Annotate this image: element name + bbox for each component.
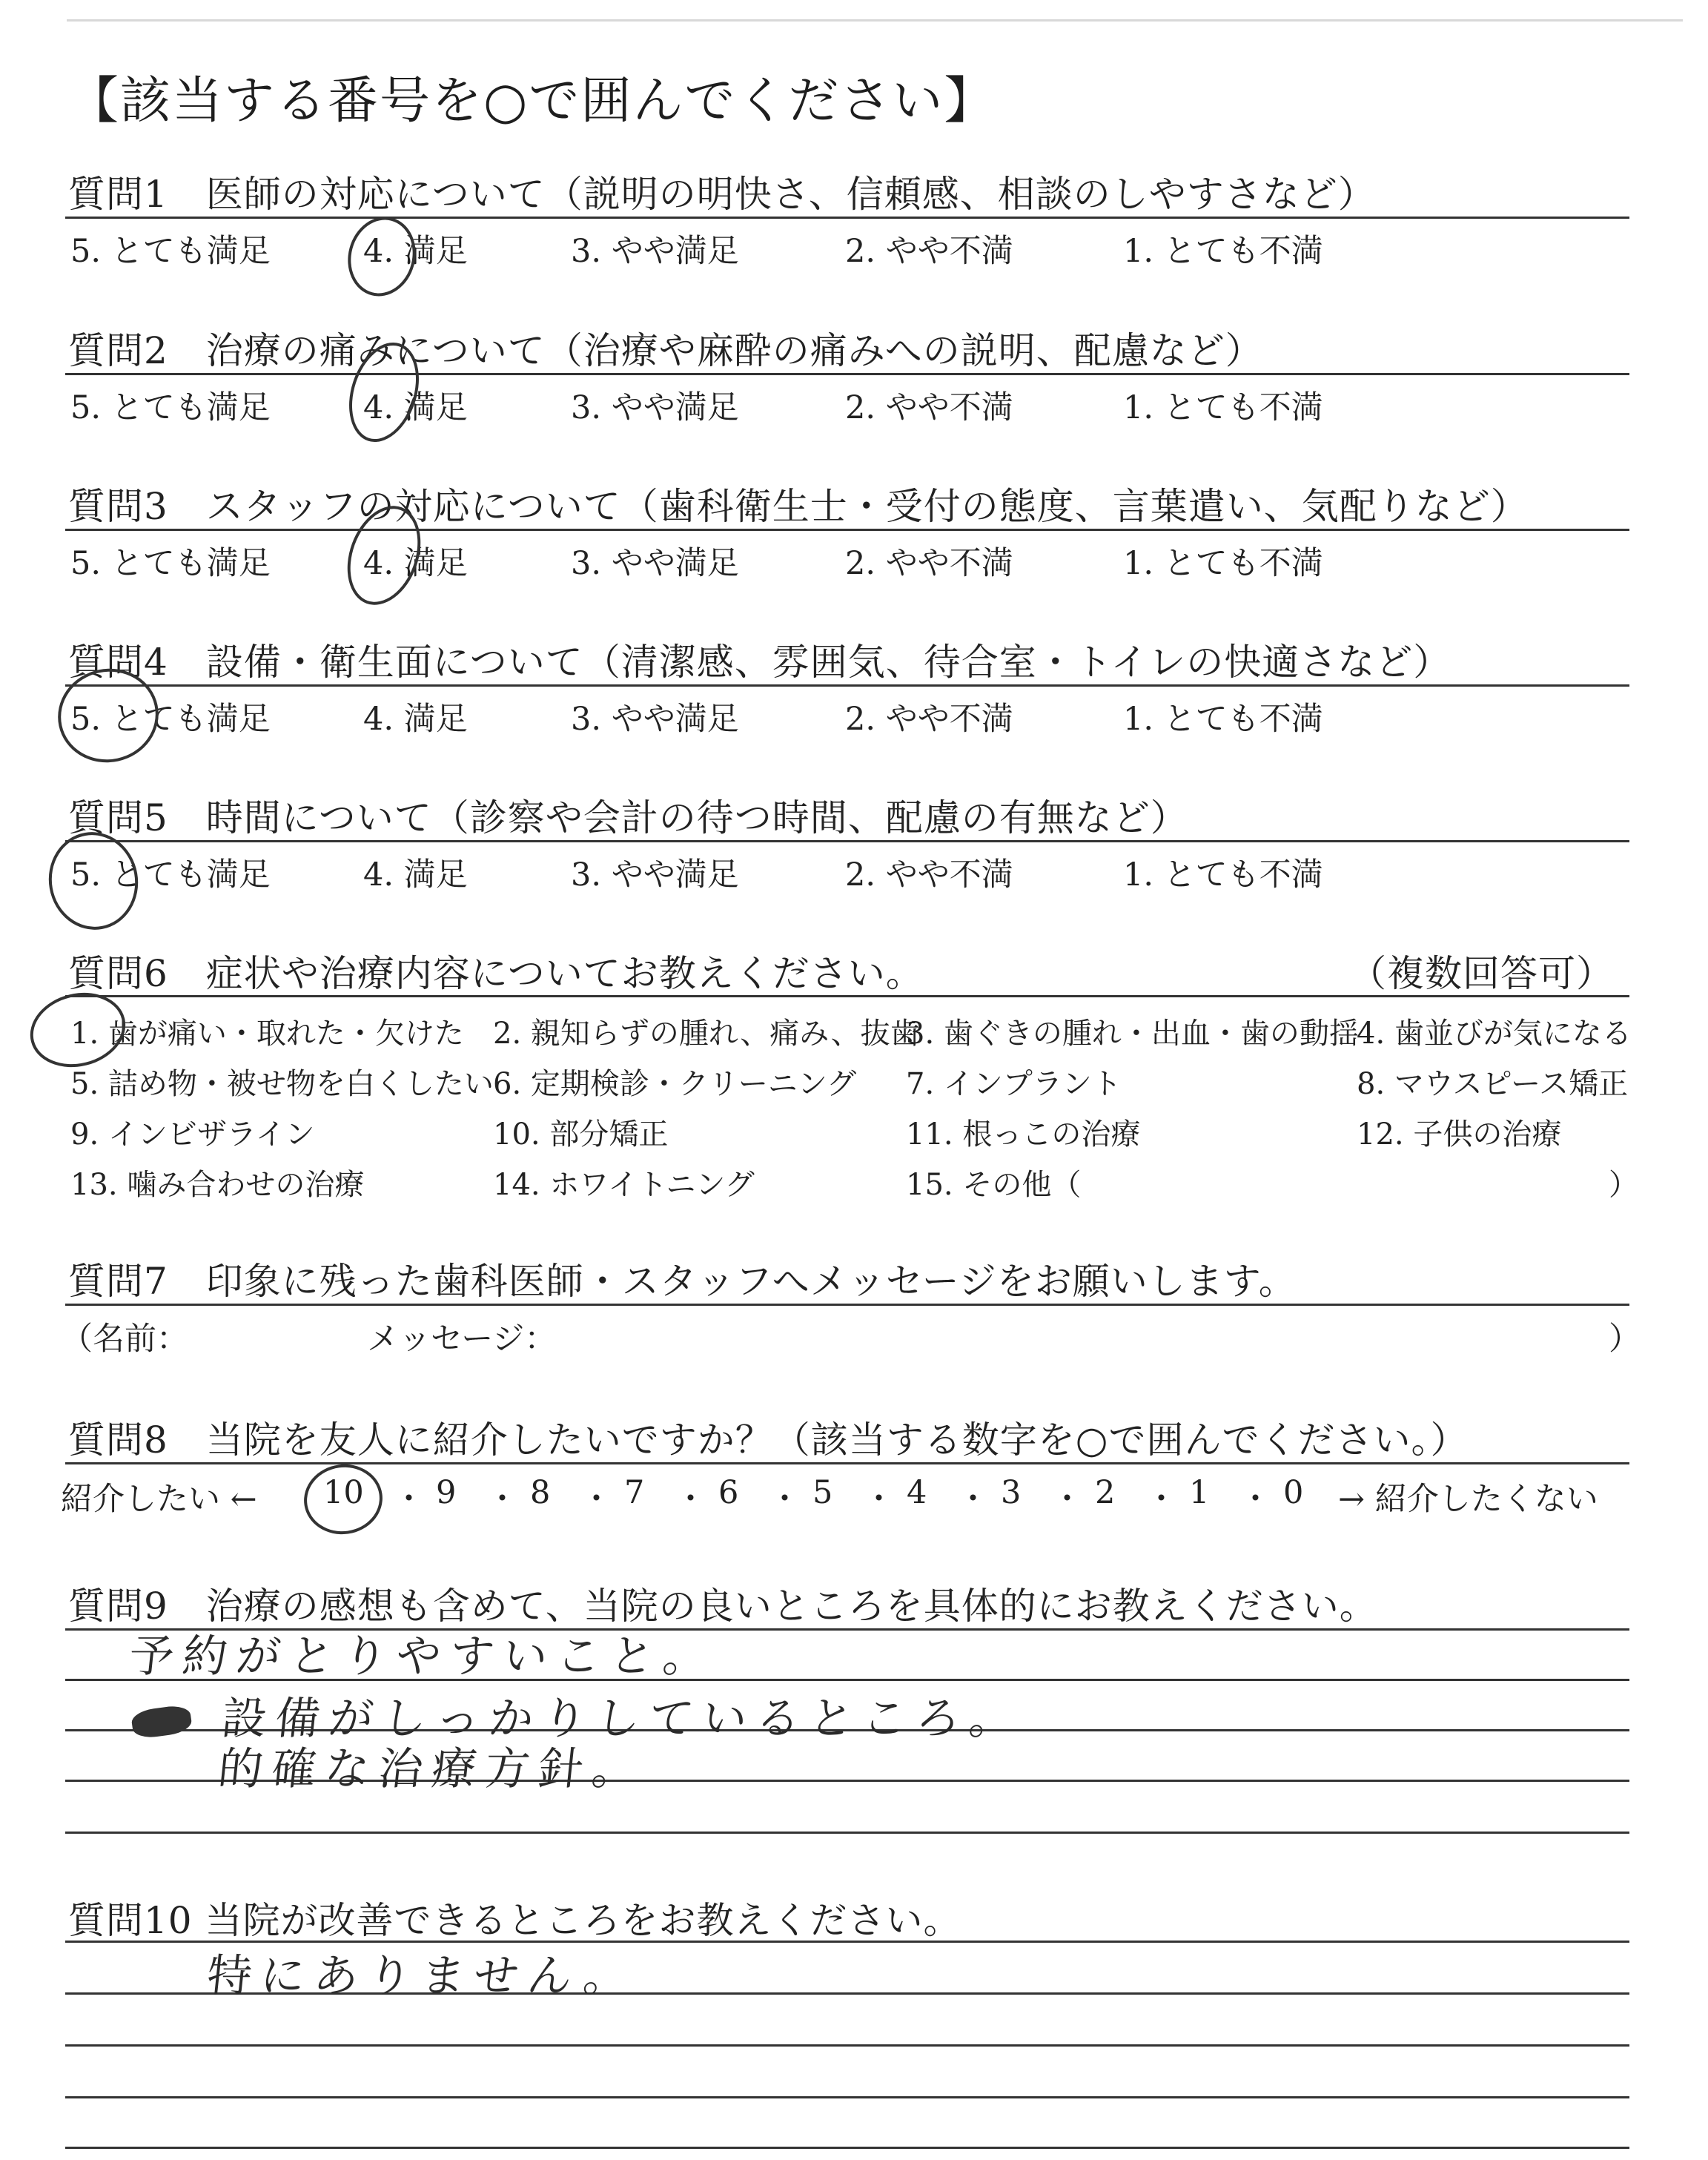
option-11[interactable]: 11. 根っこの治療: [906, 1117, 1141, 1152]
scale-2[interactable]: 2: [1095, 1474, 1116, 1511]
question-title: 質問5 時間について（診察や会計の待つ時間、配慮の有無など）: [68, 796, 1188, 839]
question-title: 質問1 医師の対応について（説明の明快さ、信頼感、相談のしやすさなど）: [68, 173, 1376, 216]
answer-circle-mark: [340, 209, 425, 304]
question-title: 質問10 当院が改善できるところをお教えください。: [68, 1899, 961, 1942]
option-4[interactable]: 4. 満足: [363, 389, 468, 426]
message-label: メッセージ：: [367, 1321, 557, 1358]
option-2[interactable]: 2. やや不満: [845, 233, 1013, 270]
question-title: 質問7 印象に残った歯科医師・スタッフへメッセージをお願いします。: [68, 1260, 1297, 1303]
message-close-paren: ）: [1609, 1321, 1641, 1358]
option-3[interactable]: 3. やや満足: [571, 233, 739, 270]
handwritten-answer: 設備がしっかりしているところ。: [219, 1693, 1026, 1745]
question-title: 質問3 スタッフの対応について（歯科衛生士・受付の態度、言葉遣い、気配りなど）: [68, 485, 1529, 528]
option-1[interactable]: 1. とても不満: [1123, 856, 1323, 894]
scale-dot: ・: [863, 1481, 895, 1518]
scale-1[interactable]: 1: [1189, 1474, 1210, 1511]
scale-dot: ・: [675, 1481, 706, 1518]
scale-dot: ・: [486, 1481, 518, 1518]
option-3[interactable]: 3. やや満足: [571, 545, 739, 582]
multiple-answer-note: （複数回答可）: [1349, 952, 1614, 995]
question-title: 質問4 設備・衛生面について（清潔感、雰囲気、待合室・トイレの快適さなど）: [68, 641, 1452, 684]
option-3[interactable]: 3. やや満足: [571, 701, 739, 738]
option-12[interactable]: 12. 子供の治療: [1357, 1117, 1562, 1152]
option-5[interactable]: 5. とても満足: [70, 856, 271, 894]
title-rule: [65, 529, 1629, 531]
option-1[interactable]: 1. とても不満: [1123, 233, 1323, 270]
question-title: 質問8 当院を友人に紹介したいですか？（該当する数字を○で囲んでください。）: [68, 1418, 1469, 1462]
option-2[interactable]: 2. やや不満: [845, 856, 1013, 894]
option-13[interactable]: 13. 噛み合わせの治療: [70, 1168, 365, 1202]
scale-10[interactable]: 10: [323, 1474, 364, 1511]
option-2[interactable]: 2. やや不満: [845, 545, 1013, 582]
option-4[interactable]: 4. 歯並びが気になる: [1357, 1017, 1632, 1051]
option-3[interactable]: 3. 歯ぐきの腫れ・出血・歯の動揺: [906, 1017, 1359, 1051]
handwritten-answer: 予約がとりやすいこと。: [126, 1631, 720, 1682]
title-rule: [65, 684, 1629, 687]
scale-dot: ・: [1239, 1481, 1271, 1518]
scale-dot: ・: [580, 1481, 612, 1518]
scale-6[interactable]: 6: [718, 1474, 739, 1511]
option-1[interactable]: 1. 歯が痛い・取れた・欠けた: [70, 1017, 464, 1051]
option-5[interactable]: 5. とても満足: [70, 701, 271, 738]
scale-dot: ・: [1051, 1481, 1083, 1518]
answer-line: [65, 1832, 1629, 1834]
scribbled-out-mark: [130, 1704, 193, 1740]
option-15-other[interactable]: 15. その他（: [906, 1168, 1082, 1202]
option-4[interactable]: 4. 満足: [363, 233, 468, 270]
option-1[interactable]: 1. とても不満: [1123, 545, 1323, 582]
answer-circle-mark: [299, 1459, 387, 1539]
option-5[interactable]: 5. とても満足: [70, 389, 271, 426]
title-rule: [65, 840, 1629, 842]
question-title: 質問6 症状や治療内容についてお教えください。: [68, 952, 924, 995]
scale-dot: ・: [393, 1481, 425, 1518]
option-4[interactable]: 4. 満足: [363, 701, 468, 738]
question-title: 質問2 治療の痛みについて（治療や麻酔の痛みへの説明、配慮など）: [68, 329, 1263, 372]
title-rule: [65, 217, 1629, 219]
option-2[interactable]: 2. 親知らずの腫れ、痛み、抜歯: [493, 1017, 920, 1051]
option-5[interactable]: 5. とても満足: [70, 545, 271, 582]
option-6[interactable]: 6. 定期検診・クリーニング: [493, 1067, 857, 1101]
scale-0[interactable]: 0: [1283, 1474, 1304, 1511]
option-4[interactable]: 4. 満足: [363, 545, 468, 582]
scale-4[interactable]: 4: [907, 1474, 927, 1511]
option-5[interactable]: 5. とても満足: [70, 233, 271, 270]
scale-7[interactable]: 7: [624, 1474, 645, 1511]
recommend-left-label: 紹介したい ←: [61, 1481, 257, 1518]
option-9[interactable]: 9. インビザライン: [70, 1117, 315, 1152]
option-2[interactable]: 2. やや不満: [845, 701, 1013, 738]
scale-dot: ・: [957, 1481, 989, 1518]
answer-line: [65, 2044, 1629, 2047]
scale-9[interactable]: 9: [436, 1474, 457, 1511]
scale-dot: ・: [1145, 1481, 1177, 1518]
scale-3[interactable]: 3: [1001, 1474, 1022, 1511]
option-1[interactable]: 1. とても不満: [1123, 389, 1323, 426]
top-edge-line: [67, 19, 1683, 22]
answer-line: [65, 2147, 1629, 2149]
title-rule: [65, 1462, 1629, 1464]
handwritten-answer: 的確な治療方針。: [215, 1743, 649, 1795]
title-rule: [65, 995, 1629, 997]
question-title: 質問9 治療の感想も含めて、当院の良いところを具体的にお教えください。: [68, 1585, 1377, 1628]
option-8[interactable]: 8. マウスピース矯正: [1357, 1067, 1629, 1101]
option-3[interactable]: 3. やや満足: [571, 389, 739, 426]
option-14[interactable]: 14. ホワイトニング: [493, 1168, 755, 1202]
option-3[interactable]: 3. やや満足: [571, 856, 739, 894]
answer-line: [65, 2096, 1629, 2098]
option-2[interactable]: 2. やや不満: [845, 389, 1013, 426]
title-rule: [65, 1304, 1629, 1306]
scale-dot: ・: [769, 1481, 801, 1518]
survey-heading: 【該当する番号を○で囲んでください】: [68, 72, 996, 131]
option-5[interactable]: 5. 詰め物・被せ物を白くしたい: [70, 1067, 494, 1101]
option-4[interactable]: 4. 満足: [363, 856, 468, 894]
name-label: （名前：: [61, 1321, 188, 1358]
handwritten-answer: 特にありません。: [204, 1950, 640, 2002]
option-1[interactable]: 1. とても不満: [1123, 701, 1323, 738]
title-rule: [65, 373, 1629, 375]
recommend-right-label: → 紹介したくない: [1338, 1481, 1598, 1518]
option-7[interactable]: 7. インプラント: [906, 1067, 1122, 1101]
option-10[interactable]: 10. 部分矯正: [493, 1117, 669, 1152]
other-close-paren: ）: [1609, 1168, 1638, 1202]
scale-5[interactable]: 5: [812, 1474, 833, 1511]
scale-8[interactable]: 8: [530, 1474, 551, 1511]
